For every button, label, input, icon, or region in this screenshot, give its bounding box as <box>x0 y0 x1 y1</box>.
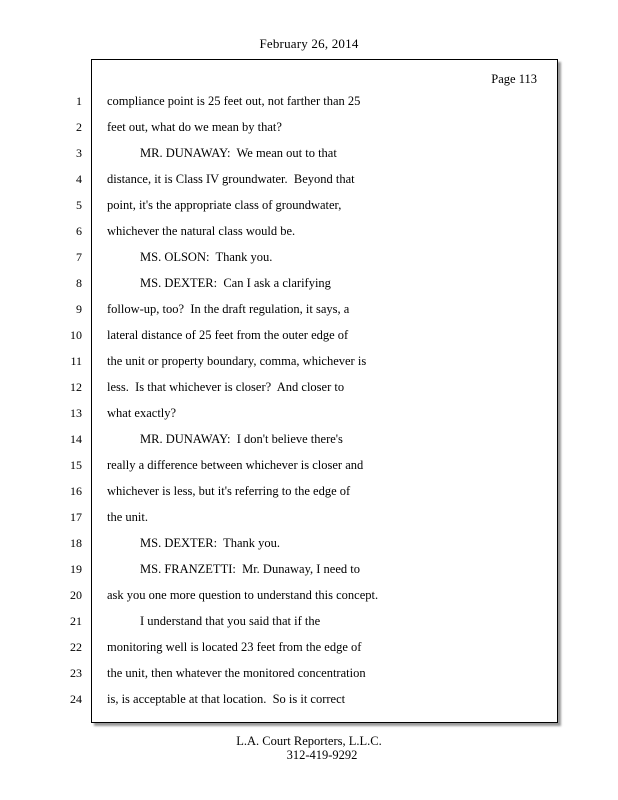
transcript-line: MR. DUNAWAY: I don't believe there's <box>140 432 343 446</box>
line-number: 18 <box>70 536 82 550</box>
transcript-line: the unit or property boundary, comma, whichever is <box>107 354 367 368</box>
transcript-line: follow-up, too? In the draft regulation, it says, a <box>107 302 350 316</box>
transcript-line: the unit. <box>107 510 148 524</box>
transcript-line: point, it's the appropriate class of groundwater, <box>107 198 342 212</box>
transcript-line: MS. OLSON: Thank you. <box>140 250 273 264</box>
line-number: 12 <box>70 380 82 394</box>
line-number: 17 <box>70 510 82 524</box>
line-number: 19 <box>70 562 82 576</box>
footer-company: L.A. Court Reporters, L.L.C. <box>236 734 382 748</box>
line-number: 13 <box>70 406 82 420</box>
line-number: 21 <box>70 614 82 628</box>
line-number: 11 <box>70 354 82 368</box>
transcript-line: MR. DUNAWAY: We mean out to that <box>140 146 337 160</box>
transcript-line: is, is acceptable at that location. So is it correct <box>107 692 346 706</box>
line-number: 1 <box>76 94 82 108</box>
line-number: 2 <box>76 120 82 134</box>
line-number-column <box>56 94 82 718</box>
line-number: 8 <box>76 276 82 290</box>
transcript-line: really a difference between whichever is closer and <box>107 458 364 472</box>
transcript-line: MS. DEXTER: Thank you. <box>140 536 281 550</box>
transcript-line: the unit, then whatever the monitored concentration <box>107 666 366 680</box>
line-number: 5 <box>76 198 82 212</box>
line-number: 9 <box>76 302 82 316</box>
line-number: 6 <box>76 224 82 238</box>
transcript-text <box>107 94 527 718</box>
transcript-line: I understand that you said that if the <box>140 614 321 628</box>
transcript-line: whichever is less, but it's referring to the edge of <box>107 484 351 498</box>
line-number: 4 <box>76 172 82 186</box>
transcript-line: ask you one more question to understand this concept. <box>107 588 379 602</box>
line-number: 7 <box>76 250 82 264</box>
header-date: February 26, 2014 <box>259 36 359 51</box>
line-number: 14 <box>70 432 82 446</box>
line-number: 15 <box>70 458 82 472</box>
line-number: 22 <box>70 640 82 654</box>
transcript-line: feet out, what do we mean by that? <box>107 120 282 134</box>
line-number: 10 <box>70 328 82 342</box>
transcript-line: MS. DEXTER: Can I ask a clarifying <box>140 276 331 290</box>
line-number: 3 <box>76 146 82 160</box>
transcript-line: compliance point is 25 feet out, not farther than 25 <box>107 94 361 108</box>
transcript-line: distance, it is Class IV groundwater. Beyond that <box>107 172 355 186</box>
transcript-line: monitoring well is located 23 feet from the edge of <box>107 640 362 654</box>
transcript-line: MS. FRANZETTI: Mr. Dunaway, I need to <box>140 562 360 576</box>
transcript-line: what exactly? <box>107 406 177 420</box>
line-number: 24 <box>70 692 82 706</box>
transcript-line: less. Is that whichever is closer? And closer to <box>107 380 345 394</box>
footer <box>0 734 618 763</box>
line-number: 23 <box>70 666 82 680</box>
line-number: 16 <box>70 484 82 498</box>
line-number: 20 <box>70 588 82 602</box>
transcript-line: lateral distance of 25 feet from the outer edge of <box>107 328 349 342</box>
footer-phone: 312-419-9292 <box>286 748 358 762</box>
transcript-line: whichever the natural class would be. <box>107 224 296 238</box>
page-number: Page 113 <box>491 72 537 86</box>
